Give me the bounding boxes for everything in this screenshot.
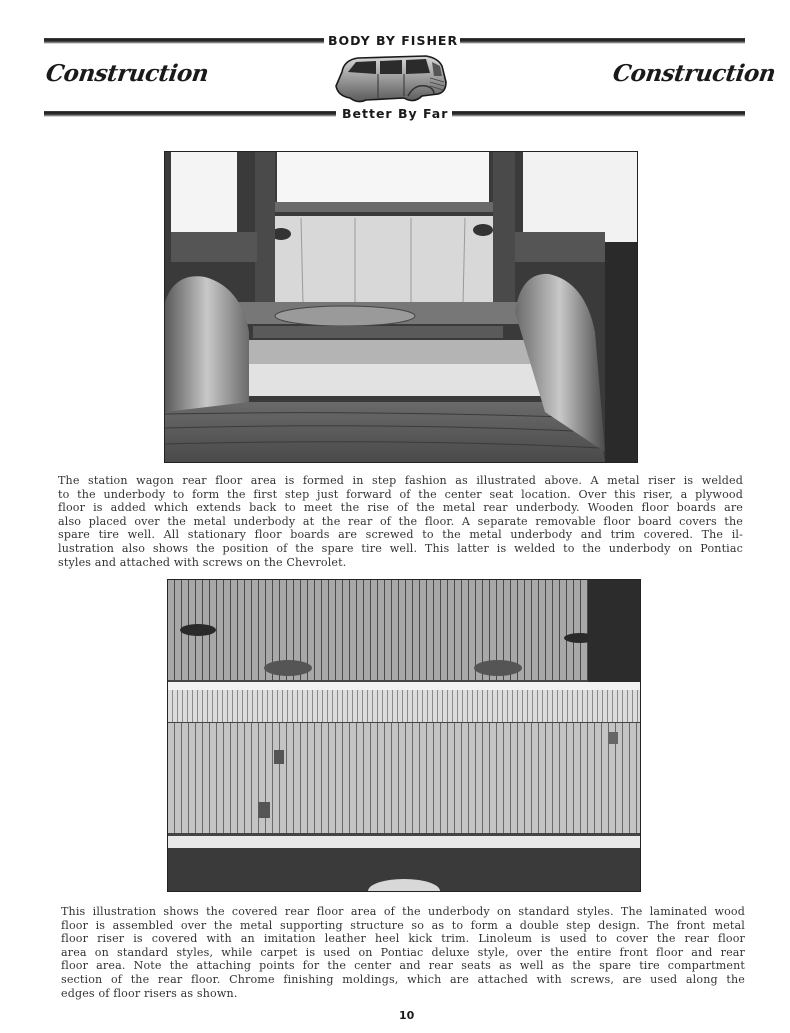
- text-line: The station wagon rear floor area is formed in step fashion as illustrated above. A metal riser is welded: [58, 474, 743, 487]
- text-line: floor is added which extends back to meet the rise of the metal rear underbody. Wooden floor boards are: [58, 501, 743, 515]
- masthead-rule-bottom-left: [44, 110, 336, 117]
- text-line: spare tire well. All stationary floor boards are screwed to the metal underbody and trim covered. The il-: [58, 528, 743, 542]
- figure-rear-floor-step: [164, 151, 638, 463]
- text-line: to the underbody to form the first step just forward of the center seat location. Over this riser, a plywood: [58, 487, 743, 501]
- caption-paragraph-1: [58, 474, 743, 569]
- masthead-rule-bottom-right: [452, 110, 745, 117]
- section-title-right: Construction: [611, 60, 778, 87]
- covered-rear-floor-photo: [168, 580, 640, 891]
- text-line: lustration also shows the position of the spare tire well. This latter is welded to the underbody on Pontiac: [58, 541, 743, 555]
- figure-covered-rear-floor: [167, 579, 641, 892]
- station-wagon-logo-icon: [330, 52, 452, 106]
- text-line: section of the rear floor. Chrome finishing moldings, which are attached with screws, are used along the: [61, 972, 745, 986]
- rear-floor-step-photo: [165, 152, 637, 462]
- text-line: floor is assembled over the metal supporting structure so as to form a double step design. The front metal: [61, 918, 745, 932]
- text-line: This illustration shows the covered rear floor area of the underbody on standard styles. The laminated wood: [61, 905, 745, 918]
- page-number: 10: [399, 1009, 415, 1022]
- text-line: edges of floor risers as shown.: [61, 986, 238, 1000]
- brand-title: BODY BY FISHER: [328, 33, 459, 48]
- caption-paragraph-2: [61, 905, 745, 1000]
- text-line: floor riser is covered with an imitation leather heel kick trim. Linoleum is used to cover the rear floor: [61, 932, 745, 946]
- text-line: styles and attached with screws on the Chevrolet.: [58, 555, 347, 569]
- text-line: also placed over the metal underbody at the rear of the floor. A separate removable floor board covers the: [58, 514, 743, 528]
- slogan: Better By Far: [342, 106, 449, 121]
- text-line: area on standard styles, while carpet is used on Pontiac deluxe style, over the entire front floor and rear: [61, 945, 745, 959]
- text-line: floor area. Note the attaching points for the center and rear seats as well as the spare tire compartment: [61, 959, 745, 973]
- section-title-left: Construction: [44, 60, 211, 87]
- masthead-rule-top-left: [44, 37, 324, 44]
- masthead-rule-top-right: [460, 37, 745, 44]
